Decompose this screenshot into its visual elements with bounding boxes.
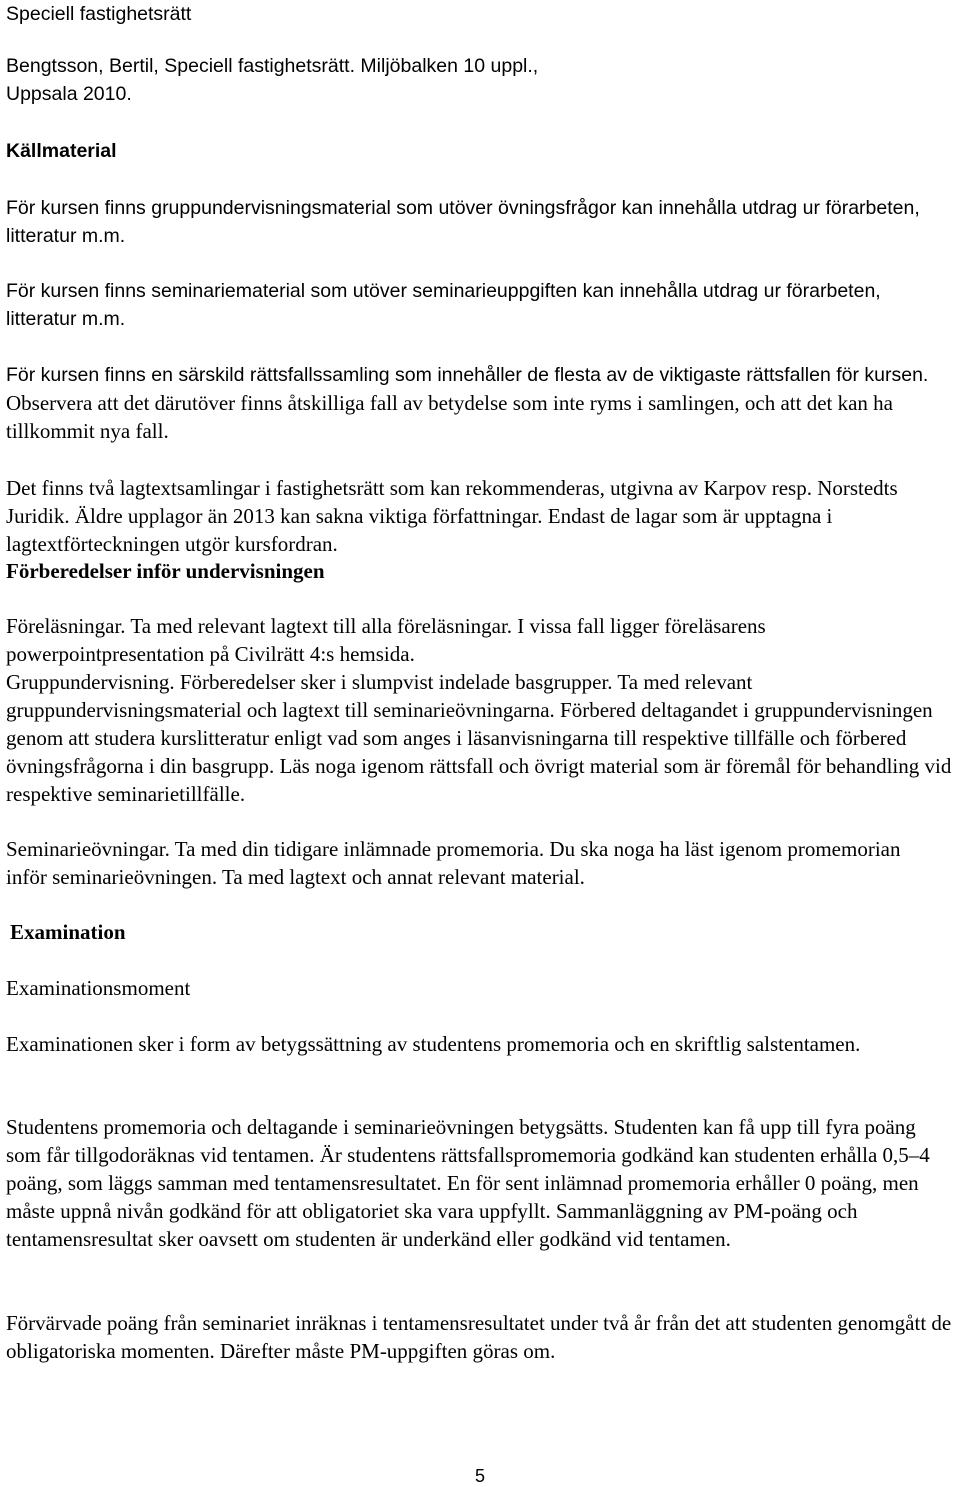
document-title: Speciell fastighetsrätt [6, 3, 192, 25]
observera-sentence: Observera att det därutöver finns åtskilliga fall av betydelse som inte ryms i samlingen, och att det kan ha tillkommit nya fall. [6, 391, 893, 443]
literature-reference: Bengtsson, Bertil, Speciell fastighetsrätt. Miljöbalken 10 uppl., Uppsala 2010. [6, 55, 539, 105]
kallmaterial-paragraph-2: För kursen finns seminariematerial som utöver seminarieuppgiften kan innehålla utdrag ur förarbeten, litteratur m.m. [6, 280, 881, 330]
seminarieovningar-paragraph: Seminarieövningar. Ta med din tidigare inlämnade promemoria. Du ska noga ha läst igenom promemorian inför seminarieövningen. Ta med lagtext och annat relevant material. [6, 837, 901, 889]
forelasningar-paragraph: Föreläsningar. Ta med relevant lagtext till alla föreläsningar. I vissa fall ligger föreläsarens powerpointpresentation på Civilrätt 4:s hemsida. [6, 614, 766, 666]
rattsfallssamling-sentence: För kursen finns en särskild rättsfallssamling som innehåller de flesta av de viktigaste rättsfallen för kursen. [6, 364, 929, 386]
examination-heading: Examination [10, 920, 126, 944]
kallmaterial-heading: Källmaterial [6, 140, 117, 162]
lagtextsamlingar-paragraph: Det finns två lagtextsamlingar i fastighetsrätt som kan rekommenderas, utgivna av Karpov resp. Norstedts Juridik. Äldre upplagor än 2013 kan sakna viktiga författningar. Endast de lagar som är upptagna i lagtextförteckningen utgör kursfordran. [6, 476, 898, 556]
page-number: 5 [474, 1466, 485, 1486]
gruppundervisning-paragraph: Gruppundervisning. Förberedelser sker i slumpvist indelade basgrupper. Ta med relevant gruppundervisningsmaterial och lagtext till seminarieövningarna. Förbered deltagandet i gruppundervisningen genom att studera kurslitteratur enligt vad som anges i läsanvisningarna till respektive tillfälle och förbered övningsfrågorna i din basgrupp. Läs noga igenom rättsfall och övrigt material som är föremål för behandling vid respektive seminarietillfälle. [6, 670, 952, 806]
examination-paragraph-2: Studentens promemoria och deltagande i seminarieövningen betygsätts. Studenten kan få upp till fyra poäng som får tillgodoräknas vid tentamen. Är studentens rättsfallspromemoria godkänd kan studenten erhålla 0,5–4 poäng, som läggs samman med tentamensresultatet. En för sent inlämnad promemoria erhåller 0 poäng, men måste uppnå nivån godkänd för att obligatoriet ska vara uppfyllt. Sammanläggning av PM-poäng och tentamensresultat sker oavsett om studenten är underkänd eller godkänd vid tentamen. [6, 1115, 930, 1251]
forberedelser-heading: Förberedelser inför undervisningen [6, 559, 325, 583]
kallmaterial-paragraph-1: För kursen finns gruppundervisningsmaterial som utöver övningsfrågor kan innehålla utdrag ur förarbeten, litteratur m.m. [6, 197, 920, 247]
examination-paragraph-1: Examinationen sker i form av betygssättning av studentens promemoria och en skriftlig salstentamen. [6, 1032, 861, 1056]
kallmaterial-paragraph-3 [6, 361, 956, 445]
examination-paragraph-3: Förvärvade poäng från seminariet inräknas i tentamensresultatet under två år från det att studenten genomgått de obligatoriska momenten. Därefter måste PM-uppgiften göras om. [6, 1311, 952, 1363]
examinationsmoment-subheading: Examinationsmoment [6, 976, 191, 1000]
